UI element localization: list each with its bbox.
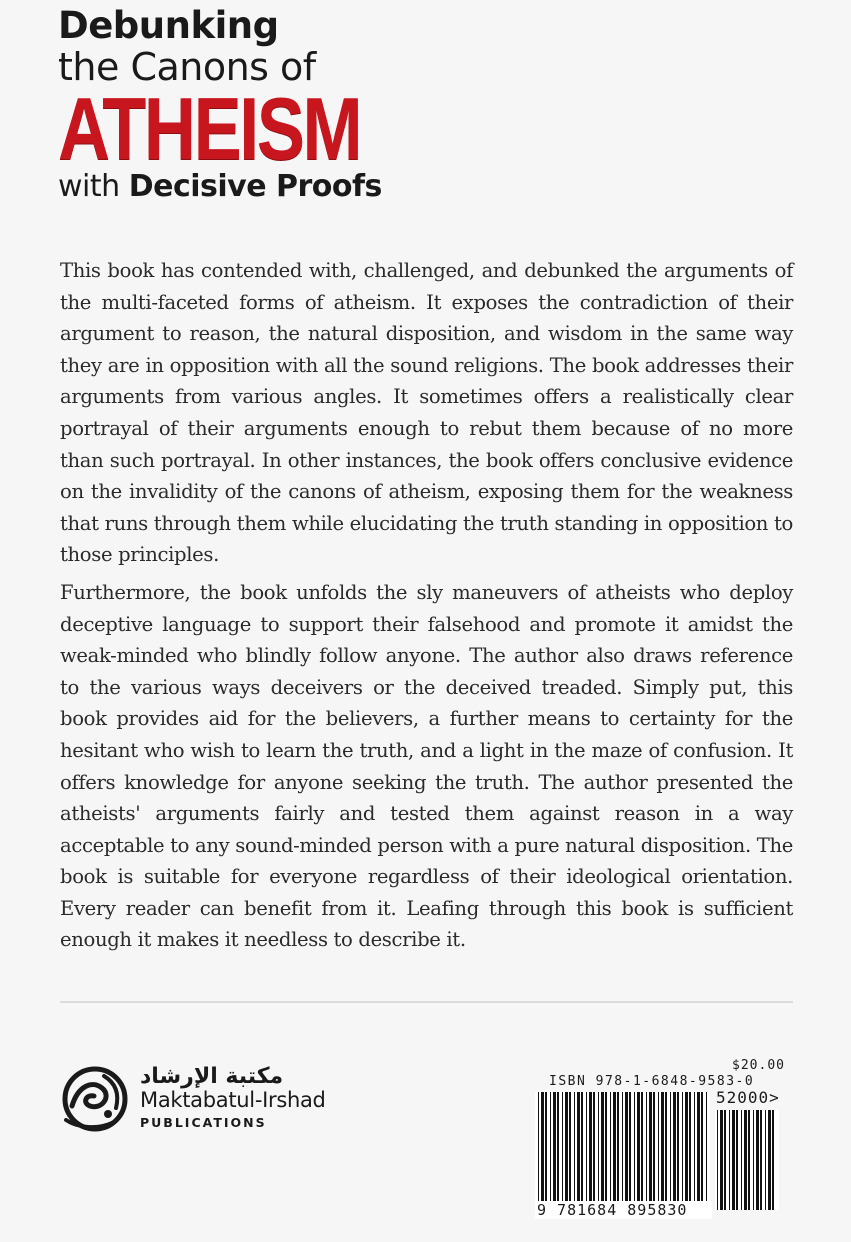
publisher-subtitle: PUBLICATIONS: [140, 1115, 267, 1130]
isbn-label: ISBN 978-1-6848-9583-0: [549, 1074, 755, 1089]
barcode-bar: [569, 1092, 571, 1210]
barcode-bar: [550, 1092, 551, 1210]
barcode-bar: [729, 1110, 730, 1210]
barcode-bar: [613, 1092, 616, 1210]
title-line-atheism: ATHEISM: [58, 79, 361, 178]
barcode-bar: [593, 1092, 595, 1210]
title-with-text: with: [58, 169, 120, 204]
title-decisive-proofs-text: Decisive Proofs: [128, 169, 382, 204]
barcode-bar: [617, 1092, 619, 1210]
barcode-bar: [694, 1092, 695, 1210]
barcode-bar: [661, 1092, 664, 1210]
barcode-bar: [581, 1092, 583, 1210]
publisher-logo-icon: [58, 1062, 132, 1136]
description-paragraph-1: This book has contended with, challenged, and debunked the arguments of the multi-faceted forms of atheism. It exposes the contradiction of their argument to reason, the natural disposition, and wisdom in the same way they are in opposition with all the sound religions. The book addresses their arguments from various angles. It sometimes offers a realistically clear portrayal of their arguments enough to rebut them because of no more than such portrayal. In other instances, the book offers conclusive evidence on the invalidity of the canons of atheism, exposing them for the weakness that runs through them while elucidating the truth standing in opposition to those principles.: [60, 259, 793, 567]
title-line-canons: the Canons of: [58, 45, 316, 89]
barcode-bar: [689, 1092, 691, 1210]
barcode-bar: [706, 1092, 707, 1210]
barcode-bar: [634, 1092, 635, 1210]
barcode-bar: [748, 1110, 750, 1210]
price-addon-code: 52000>: [716, 1088, 780, 1107]
divider: [60, 1001, 793, 1003]
barcode-bar: [586, 1092, 587, 1210]
barcode-bar: [665, 1092, 667, 1210]
barcode-bar: [768, 1110, 771, 1210]
barcode-bar: [772, 1110, 774, 1210]
barcode-bar: [637, 1092, 640, 1210]
barcode-bar: [646, 1092, 647, 1210]
barcode-bar: [629, 1092, 631, 1210]
barcode-bar: [682, 1092, 683, 1210]
barcode-bar: [658, 1092, 659, 1210]
barcode-bar: [574, 1092, 575, 1210]
barcode-bar: [685, 1092, 688, 1210]
barcode-bar: [565, 1092, 568, 1210]
barcode-bar: [720, 1110, 723, 1210]
barcode-bar: [610, 1092, 611, 1210]
barcode-bar: [545, 1092, 547, 1210]
description-paragraph-2: Furthermore, the book unfolds the sly maneuvers of atheists who deploy deceptive language to support their falsehood and promote it amidst the weak-minded who blindly follow anyone. The author also draws reference to the various ways deceivers or the deceived treaded. Simply put, this book provides aid for the believers, a further means to certainty for the hesitant who wish to learn the truth, and a light in the maze of confusion. It offers knowledge for anyone seeking the truth. The author presented the atheists' arguments fairly and tested them against reason in a way acceptable to any sound-minded person with a pure natural disposition. The book is suitable for everyone regardless of their ideological orientation. Every reader can benefit from it. Leafing through this book is sufficient enough it makes it needless to describe it.: [60, 580, 793, 952]
book-description: [60, 255, 793, 962]
barcode-bar: [673, 1092, 676, 1210]
barcode-bar: [670, 1092, 671, 1210]
ean-barcode: [535, 1092, 710, 1210]
ean-digits: 9 781684 895830: [535, 1201, 712, 1219]
title-line-debunking: Debunking: [58, 4, 279, 47]
barcode-bar: [653, 1092, 655, 1210]
barcode-bar: [649, 1092, 652, 1210]
barcode-block: [535, 1058, 785, 1228]
barcode-bar: [717, 1110, 718, 1210]
barcode-bar: [736, 1110, 738, 1210]
barcode-bar: [538, 1092, 539, 1210]
barcode-bar: [589, 1092, 592, 1210]
publisher-logo: [58, 1062, 358, 1142]
publisher-arabic-name: مكتبة الإرشاد: [140, 1064, 284, 1089]
barcode-bar: [756, 1110, 759, 1210]
barcode-bar: [724, 1110, 726, 1210]
barcode-bar: [641, 1092, 643, 1210]
barcode-bar: [760, 1110, 762, 1210]
barcode-bar: [744, 1110, 747, 1210]
barcode-bar: [765, 1110, 766, 1210]
barcode-bar: [553, 1092, 556, 1210]
barcode-bar: [753, 1110, 754, 1210]
barcode-bar: [557, 1092, 559, 1210]
barcode-bar: [697, 1092, 700, 1210]
book-title: [58, 6, 458, 206]
addon-barcode: [715, 1110, 779, 1210]
barcode-bar: [605, 1092, 607, 1210]
barcode-bar: [625, 1092, 628, 1210]
publisher-name: Maktabatul-Irshad: [140, 1088, 326, 1112]
barcode-bar: [577, 1092, 580, 1210]
barcode-bar: [622, 1092, 623, 1210]
barcode-bar: [701, 1092, 703, 1210]
barcode-bar: [562, 1092, 563, 1210]
barcode-bar: [741, 1110, 742, 1210]
price-label: $20.00: [732, 1058, 785, 1073]
barcode-bar: [601, 1092, 604, 1210]
barcode-bar: [541, 1092, 544, 1210]
barcode-bar: [598, 1092, 599, 1210]
barcode-bar: [732, 1110, 735, 1210]
barcode-bar: [677, 1092, 679, 1210]
